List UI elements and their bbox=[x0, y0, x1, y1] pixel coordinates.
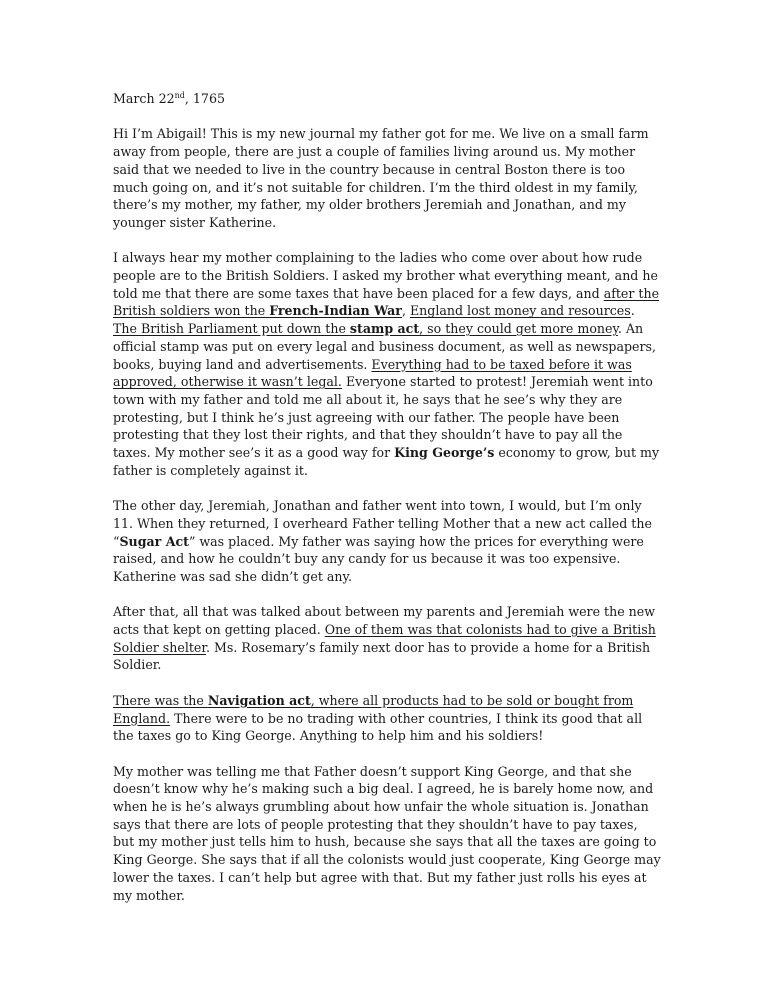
text-span: There were to be no trading with other countries, I think its good that all the taxes go to King George. Anything to help him and his soldiers! bbox=[113, 710, 643, 744]
underlined-text: , where all products had to be sold or bought from England. bbox=[113, 692, 634, 726]
journal-date bbox=[113, 90, 661, 108]
paragraph-intro: Hi I’m Abigail! This is my new journal my father got for me. We live on a small farm away from people, there are just a couple of families living around us. My mother said that we needed to live in the country because in central Boston there is too much going on, and it’s not suitable for children. I’m the third oldest in my family, there’s my mother, my father, my older brothers Jeremiah and Jonathan, and my younger sister Katherine. bbox=[113, 126, 649, 230]
paragraph-sugar-act bbox=[113, 497, 661, 586]
text-span: ” was placed. My father was saying how the prices for everything were raised, and how he couldn’t buy any candy for us because it was too expensive. Katherine was sad she didn’t get any. bbox=[113, 533, 644, 584]
bold-term-king-george: King George’s bbox=[394, 445, 495, 461]
bold-term-french-indian-war: French-Indian War bbox=[269, 303, 402, 319]
text-span: I always hear my mother complaining to the ladies who come over about how rude people are to the British Soldiers. I asked my brother what everything meant, and he told me that there are some taxes that have been placed for a few days, and bbox=[113, 250, 658, 301]
paragraph-stamp-act bbox=[113, 249, 661, 479]
text-span: . An official stamp was put on every legal and business document, as well as newspapers, books, buying land and advertisements. bbox=[113, 321, 656, 372]
paragraph-quartering bbox=[113, 603, 661, 674]
bold-term-stamp-act: stamp act bbox=[349, 321, 420, 337]
bold-term-navigation-act: Navigation act bbox=[207, 692, 311, 708]
date-month-day: March 22 bbox=[113, 91, 175, 106]
underlined-text: England lost money and resources bbox=[409, 303, 631, 319]
paragraph-family-opinions: My mother was telling me that Father doesn’t support King George, and that she doesn’t know why he’s making such a big deal. I agreed, he is barely home now, and when he is he’s always grumbling about how unfair the whole situation is. Jonathan says that there are lots of people protesting that they shouldn’t have to pay taxes, but my mother just tells him to hush, because she says that all the taxes are going to King George. She says that if all the colonists would just cooperate, King George may lower the taxes. I can’t help but agree with that. But my father just rolls his eyes at my mother. bbox=[113, 763, 661, 903]
underlined-text: There was the bbox=[113, 692, 208, 708]
text-span: , bbox=[401, 303, 410, 319]
bold-term-sugar-act: Sugar Act bbox=[119, 533, 189, 549]
journal-page bbox=[113, 90, 661, 922]
underlined-text: Everything had to be taxed before it was approved, otherwise it wasn’t legal. bbox=[113, 356, 632, 390]
text-span: . Ms. Rosemary’s family next door has to provide a home for a British Soldier. bbox=[113, 639, 651, 673]
underlined-text: The British Parliament put down the bbox=[113, 321, 350, 337]
paragraph-navigation-act bbox=[113, 692, 661, 745]
text-span: economy to grow, but my father is completely against it. bbox=[113, 445, 660, 478]
date-year: , 1765 bbox=[184, 91, 225, 106]
underlined-text: , so they could get more money bbox=[419, 321, 618, 337]
underlined-text: One of them was that colonists had to give a British Soldier shelter bbox=[113, 622, 656, 655]
text-span: Everyone started to protest! Jeremiah went into town with my father and told me all about it, he says that he see’s why they are protesting, but I think he’s just agreeing with our father. The people have been protesting that they lost their rights, and that they shouldn’t have to pay all the taxes. My mother see’s it as a good way for bbox=[113, 374, 653, 461]
underlined-text: after the British soldiers won the bbox=[113, 285, 660, 319]
text-span: After that, all that was talked about between my parents and Jeremiah were the new acts that kept on getting placed. bbox=[113, 604, 656, 638]
text-span: The other day, Jeremiah, Jonathan and father went into town, I would, but I’m only 11. When they returned, I overheard Father telling Mother that a new act called the “ bbox=[113, 498, 652, 549]
date-suffix: nd bbox=[174, 90, 185, 100]
text-span: . bbox=[630, 303, 635, 319]
